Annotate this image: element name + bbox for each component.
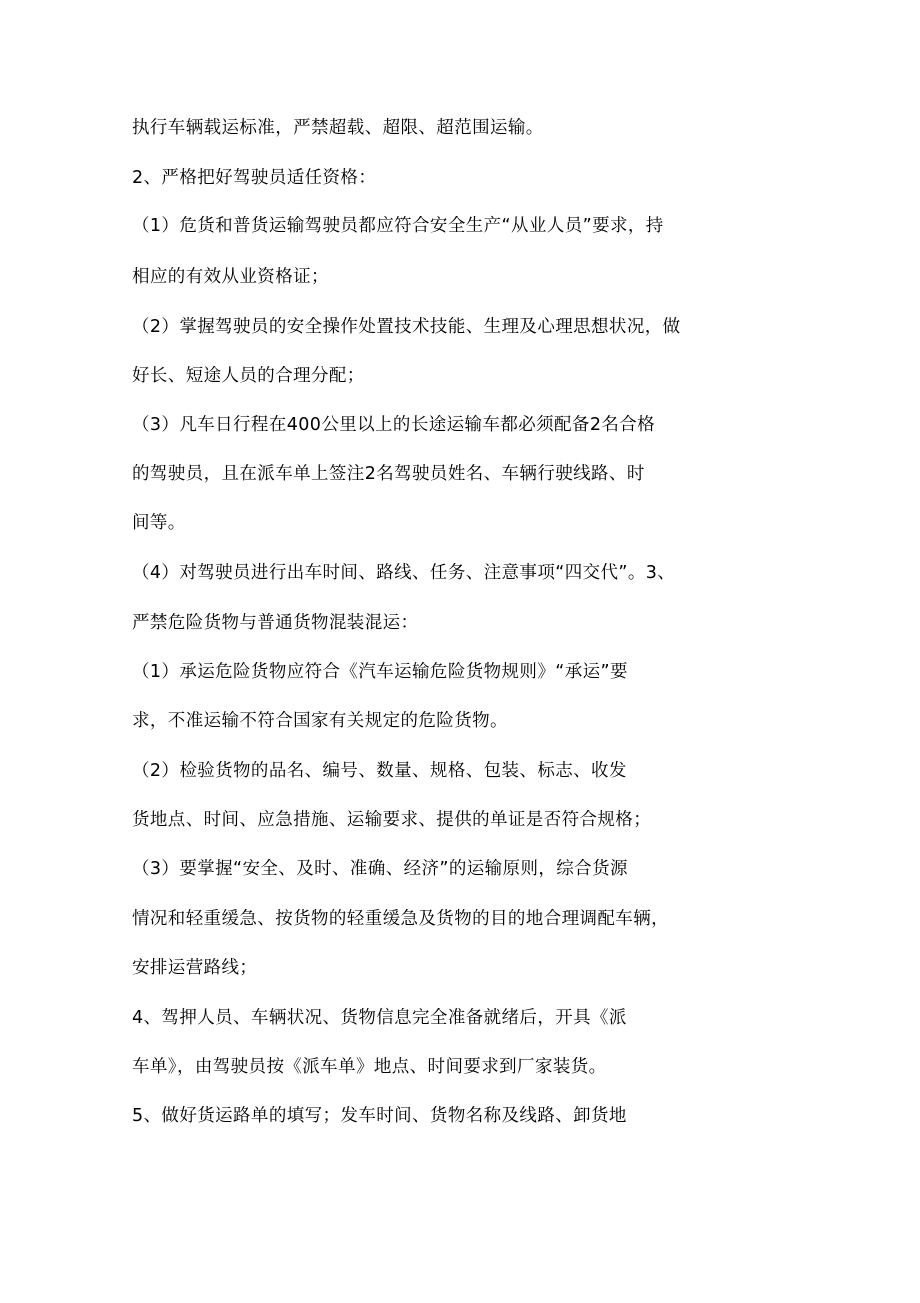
text-line: （1）承运危险货物应符合《汽车运输危险货物规则》“承运”要 bbox=[132, 662, 628, 682]
text-line: （1）危货和普货运输驾驶员都应符合安全生产“从业人员”要求，持 bbox=[132, 216, 664, 236]
text-line: 间等。 bbox=[132, 513, 186, 533]
text-line: 的驾驶员，且在派车单上签注2名驾驶员姓名、车辆行驶线路、时 bbox=[132, 464, 645, 484]
text-line: 安排运营路线； bbox=[132, 958, 258, 978]
text-line: （4）对驾驶员进行出车时间、路线、任务、注意事项“四交代”。3、 bbox=[132, 563, 676, 583]
text-line: （3）要掌握“安全、及时、准确、经济”的运输原则，综合货源 bbox=[132, 859, 628, 879]
text-line: 求，不准运输不符合国家有关规定的危险货物。 bbox=[132, 711, 508, 731]
text-line: 车单》，由驾驶员按《派车单》地点、时间要求到厂家装货。 bbox=[132, 1057, 607, 1077]
text-line: 4、驾押人员、车辆状况、货物信息完全准备就绪后，开具《派 bbox=[132, 1008, 627, 1028]
text-line: 2、严格把好驾驶员适任资格： bbox=[132, 168, 377, 188]
text-line: 相应的有效从业资格证； bbox=[132, 267, 329, 287]
text-line: 好长、短途人员的合理分配； bbox=[132, 366, 365, 386]
text-line: （2）掌握驾驶员的安全操作处置技术技能、生理及心理思想状况，做 bbox=[132, 317, 681, 337]
text-line: 情况和轻重缓急、按货物的轻重缓急及货物的目的地合理调配车辆， bbox=[132, 909, 669, 929]
text-line: 执行车辆载运标准，严禁超载、超限、超范围运输。 bbox=[132, 118, 544, 138]
text-line: 5、做好货运路单的填写；发车时间、货物名称及线路、卸货地 bbox=[132, 1106, 627, 1126]
text-line: 严禁危险货物与普通货物混装混运： bbox=[132, 613, 419, 633]
text-line: 货地点、时间、应急措施、运输要求、提供的单证是否符合规格； bbox=[132, 810, 652, 830]
text-line: （3）凡车日行程在400公里以上的长途运输车都必须配备2名合格 bbox=[132, 415, 656, 435]
text-line: （2）检验货物的品名、编号、数量、规格、包装、标志、收发 bbox=[132, 761, 627, 781]
